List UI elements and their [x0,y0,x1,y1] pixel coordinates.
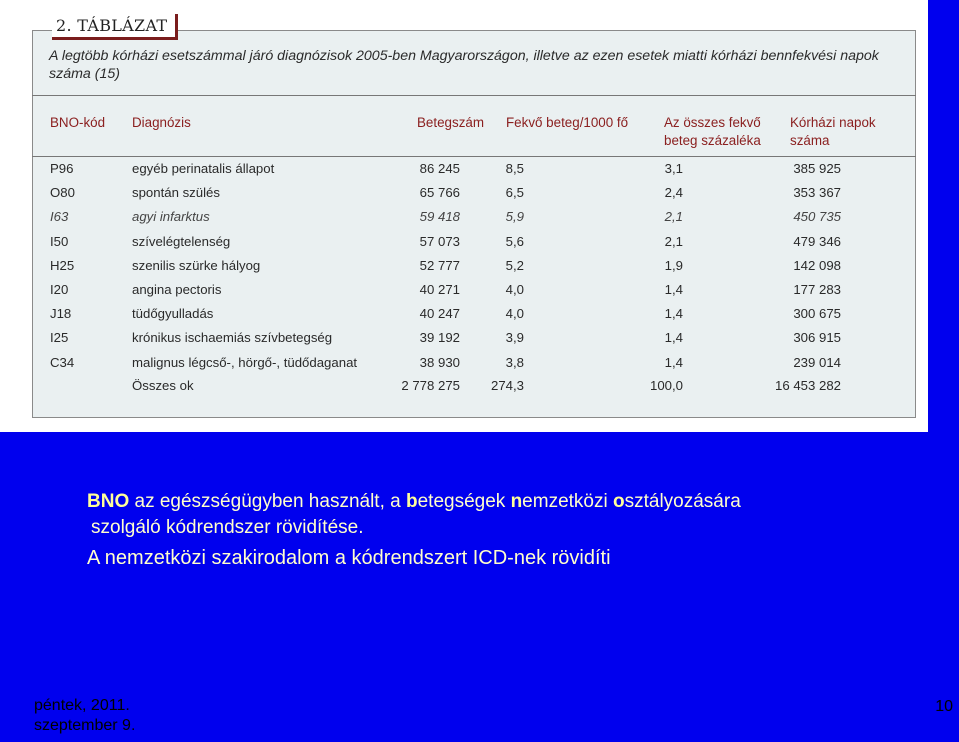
row-days: 300 675 [793,306,841,322]
definition-text-a: az egészségügyben használt, a [129,491,406,512]
definition-text-e: sztályozására [624,491,741,512]
row-days: 385 925 [793,161,841,176]
total-share: 100,0 [649,378,683,393]
row-share: 3,1 [664,161,683,176]
row-code: I63 [50,209,69,225]
row-share: 1,4 [664,330,683,346]
row-per1000: 3,8 [505,354,524,370]
col-header-per1000: Fekvő beteg/1000 fő [506,115,629,130]
row-days: 479 346 [793,233,841,249]
letter-n: n [510,491,523,512]
row-share: 1,4 [664,282,683,297]
row-per1000: 6,5 [505,185,524,201]
row-patients: 39 192 [419,330,460,346]
bno-abbrev: BNO [87,491,130,512]
row-patients: 86 245 [419,161,460,176]
total-patients: 2 778 275 [401,378,460,393]
row-days: 353 367 [793,185,841,201]
row-diagnosis: malignus légcső-, hörgő-, tüdődaganat [132,354,358,370]
table-tag: 2. TÁBLÁZAT [52,14,178,40]
footer-date [34,696,135,736]
row-share: 1,4 [664,306,683,322]
row-days: 177 283 [793,282,841,297]
row-code: H25 [50,257,75,273]
row-patients: 40 271 [419,282,460,297]
col-header-code: BNO-kód [50,115,106,130]
row-per1000: 4,0 [505,282,524,297]
row-days: 306 915 [793,330,841,346]
row-code: J18 [50,306,72,322]
definition-line-2: szolgáló kódrendszer rövidítése. [91,517,364,538]
row-patients: 40 247 [419,306,460,322]
col-header-days-line2: száma [790,133,830,148]
total-label: Összes ok [132,378,194,393]
row-diagnosis: krónikus ischaemiás szívbetegség [132,330,333,346]
footer-date-line2: szeptember 9. [34,717,136,734]
row-per1000: 3,9 [505,330,524,346]
table-caption: A legtöbb kórházi esetszámmal járó diagnózisok 2005-ben Magyarországon, illetve az ezen esetek miatti kórházi bennfekvési napok száma (15) [49,48,879,82]
total-days: 16 453 282 [774,378,841,393]
row-per1000: 8,5 [505,161,524,176]
row-patients: 65 766 [419,185,460,201]
definition-text-c: etegségek [417,491,511,512]
col-header-share-line2: beteg százaléka [664,133,761,148]
row-code: P96 [50,161,74,176]
row-code: I25 [50,330,69,346]
col-header-days-line1: Kórházi napok [790,115,876,130]
row-per1000: 5,6 [505,233,524,249]
row-diagnosis: spontán szülés [132,185,220,201]
col-header-share [664,114,761,150]
row-share: 2,1 [664,209,683,225]
row-code: C34 [50,354,75,370]
row-patients: 52 777 [419,257,460,273]
footer-date-line1: péntek, 2011. [34,697,130,714]
icd-note-line: A nemzetközi szakirodalom a kódrendszert ICD-nek rövidíti [87,547,611,569]
row-share: 2,1 [664,233,683,249]
row-per1000: 5,2 [505,257,524,273]
row-patients: 59 418 [419,209,460,225]
row-per1000: 4,0 [505,306,524,322]
row-diagnosis: egyéb perinatalis állapot [132,161,275,176]
row-diagnosis: agyi infarktus [132,209,210,225]
row-diagnosis: szívelégtelenség [132,233,231,249]
row-code: O80 [50,185,75,201]
row-days: 142 098 [793,257,841,273]
row-diagnosis: angina pectoris [132,282,222,297]
col-header-days [790,114,876,150]
row-patients: 38 930 [419,354,460,370]
row-share: 1,4 [664,354,683,370]
row-diagnosis: szenilis szürke hályog [132,257,261,273]
row-diagnosis: tüdőgyulladás [132,306,214,322]
row-patients: 57 073 [419,233,460,249]
definition-line-1 [87,491,741,513]
header-bottom-rule [32,156,916,157]
row-share: 2,4 [664,185,683,201]
row-per1000: 5,9 [505,209,524,225]
letter-o: o [612,491,625,512]
row-share: 1,9 [664,257,683,273]
header-top-rule [32,95,916,96]
row-days: 239 014 [793,354,841,370]
page-number: 10 [935,698,953,715]
row-days: 450 735 [793,209,841,225]
letter-b: b [405,491,418,512]
col-header-diagnosis: Diagnózis [132,115,191,130]
total-per1000: 274,3 [490,378,524,393]
row-code: I50 [50,233,69,249]
definition-text-d: emzetközi [522,491,613,512]
col-header-patients: Betegszám [417,115,484,130]
col-header-share-line1: Az összes fekvő [664,115,761,130]
row-code: I20 [50,282,69,297]
